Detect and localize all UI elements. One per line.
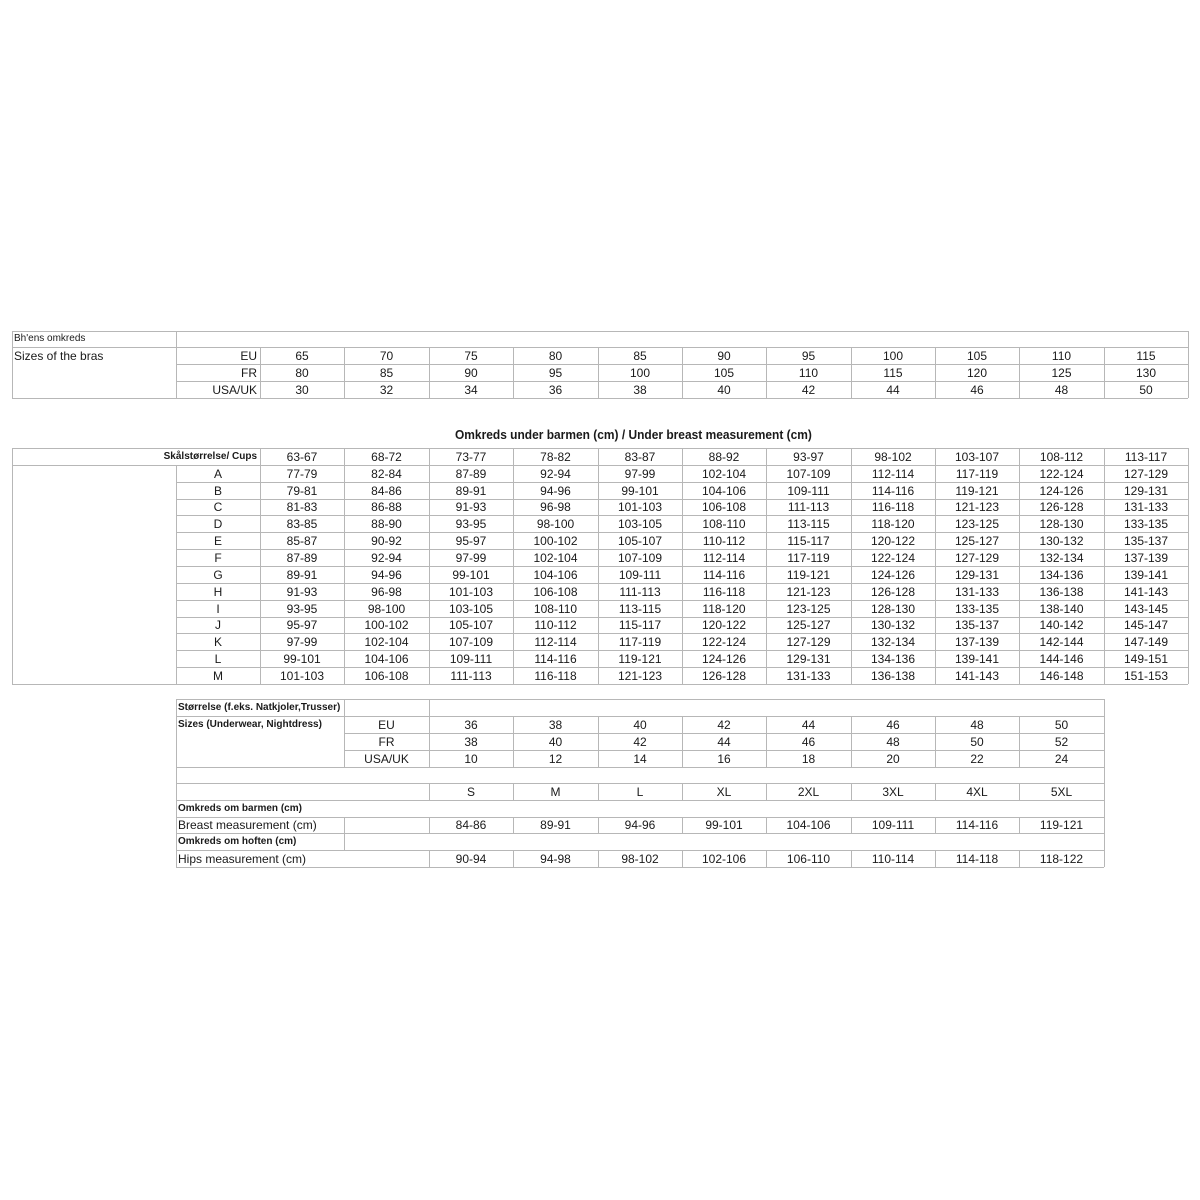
band-range-header: 98-102: [874, 449, 912, 464]
table-cell: 48: [970, 717, 984, 732]
table-cell: 137-139: [954, 634, 1000, 649]
table-cell: 130: [1135, 365, 1157, 380]
breast-heading: Omkreds om barmen (cm): [178, 802, 302, 814]
letter-size-cell: XL: [716, 784, 732, 799]
cup-table-border: [12, 448, 13, 684]
table-cell: 44: [717, 734, 731, 749]
table-cell: 98-100: [536, 516, 575, 531]
underwear-table-line: [176, 767, 1104, 768]
table-cell: 126-128: [701, 668, 747, 683]
table-cell: 129-131: [786, 651, 831, 666]
table-cell: 131-133: [786, 668, 831, 683]
table-cell: 85-87: [286, 533, 318, 548]
table-cell: 103-105: [448, 601, 494, 616]
table-cell: 124-126: [1039, 483, 1084, 498]
table-cell: 38: [633, 382, 647, 397]
table-cell: 141-143: [1123, 584, 1169, 599]
table-cell: 109-111: [871, 818, 915, 832]
table-cell: 102-104: [701, 466, 747, 481]
table-cell: 110: [798, 365, 819, 380]
cup-table-border: [1188, 448, 1189, 684]
table-cell: 114-116: [955, 818, 999, 832]
cup-label: E: [213, 533, 222, 548]
table-cell: 129-131: [1123, 483, 1169, 498]
table-cell: 18: [801, 751, 816, 766]
table-cell: 118-120: [702, 601, 746, 616]
table-cell: 106-110: [786, 851, 831, 866]
table-cell: 95-97: [455, 533, 487, 548]
table-cell: 130-132: [1039, 533, 1084, 548]
band-range-header: 88-92: [708, 449, 740, 464]
table-cell: 135-137: [1123, 533, 1169, 548]
cup-label: K: [213, 634, 222, 649]
table-cell: 116-118: [534, 668, 577, 683]
table-cell: 120: [966, 365, 988, 380]
table-cell: 133-135: [954, 601, 1000, 616]
bra-table-border: [1188, 347, 1189, 398]
table-cell: 149-151: [1123, 651, 1169, 666]
table-cell: 44: [886, 382, 900, 397]
band-range-header: 113-117: [1124, 449, 1168, 464]
size-system-label: EU: [378, 717, 395, 732]
table-cell: 24: [1054, 751, 1069, 766]
table-cell: 132-134: [870, 634, 916, 649]
table-cell: 95: [548, 365, 563, 380]
table-cell: 127-129: [786, 634, 831, 649]
cup-label: D: [213, 516, 223, 531]
cup-label: L: [214, 651, 222, 666]
table-cell: 50: [970, 734, 984, 749]
table-cell: 40: [717, 382, 731, 397]
cup-label: M: [213, 668, 223, 683]
table-cell: 118-120: [871, 516, 915, 531]
table-cell: 90: [464, 365, 478, 380]
table-cell: 131-133: [1123, 500, 1169, 514]
table-cell: 125-127: [954, 533, 1000, 548]
cup-label: H: [213, 584, 223, 599]
table-cell: 115: [1136, 348, 1156, 363]
table-cell: 146-148: [1039, 668, 1084, 683]
table-cell: 126-128: [870, 584, 916, 599]
size-system-label: USA/UK: [364, 751, 409, 766]
table-cell: 117-119: [955, 466, 999, 481]
table-cell: 97-99: [286, 634, 318, 649]
table-cell: 145-147: [1123, 618, 1169, 632]
bra-table-border: [12, 331, 1188, 332]
table-cell: 110: [1051, 348, 1072, 363]
breast-measurement-label: Breast measurement (cm): [178, 818, 317, 832]
table-cell: 40: [548, 734, 563, 749]
underwear-table-line: [344, 833, 345, 850]
table-cell: 50: [1139, 382, 1153, 397]
table-cell: 88-90: [371, 516, 402, 531]
table-cell: 124-126: [701, 651, 747, 666]
table-cell: 121-123: [786, 584, 831, 599]
size-system-label: FR: [241, 365, 257, 380]
table-cell: 50: [1054, 717, 1069, 732]
table-cell: 105: [966, 348, 988, 363]
table-cell: 101-103: [448, 584, 494, 599]
table-cell: 87-89: [455, 466, 487, 481]
underwear-label-english: Sizes (Underwear, Nightdress): [178, 718, 322, 730]
table-cell: 104-106: [533, 567, 578, 582]
underwear-label-danish: Størrelse (f.eks. Natkjoler,Trusser): [178, 701, 341, 713]
table-cell: 114-118: [955, 851, 999, 866]
hips-measurement-label: Hips measurement (cm): [178, 851, 307, 866]
table-cell: 116-118: [702, 584, 746, 599]
table-cell: 117-119: [787, 550, 830, 565]
table-cell: 105-107: [617, 533, 663, 548]
table-cell: 138-140: [1039, 601, 1084, 616]
table-cell: 99-101: [621, 483, 659, 498]
table-cell: 110-112: [702, 533, 746, 548]
table-cell: 22: [970, 751, 984, 766]
table-cell: 85: [633, 348, 647, 363]
cup-table-border: [12, 684, 1188, 685]
table-cell: 115-117: [787, 533, 830, 548]
table-cell: 46: [801, 734, 816, 749]
bra-table-border: [12, 398, 1188, 399]
letter-size-cell: 4XL: [966, 784, 988, 799]
table-cell: 10: [464, 751, 478, 766]
table-cell: 97-99: [624, 466, 656, 481]
table-cell: 119-121: [1039, 818, 1084, 832]
table-cell: 120-122: [701, 618, 747, 632]
table-cell: 131-133: [954, 584, 1000, 599]
table-cell: 95: [801, 348, 816, 363]
table-cell: 93-95: [286, 601, 318, 616]
table-cell: 100: [882, 348, 904, 363]
table-cell: 79-81: [286, 483, 318, 498]
table-cell: 104-106: [364, 651, 409, 666]
table-cell: 120-122: [870, 533, 916, 548]
table-cell: 38: [548, 717, 563, 732]
table-cell: 30: [295, 382, 309, 397]
band-range-header: 68-72: [371, 449, 402, 464]
table-cell: 36: [464, 717, 478, 732]
table-cell: 48: [1054, 382, 1069, 397]
table-cell: 36: [548, 382, 563, 397]
table-cell: 110-114: [871, 851, 915, 866]
table-cell: 109-111: [787, 483, 830, 498]
table-cell: 80: [295, 365, 309, 380]
table-cell: 139-141: [1123, 567, 1169, 582]
letter-size-cell: 2XL: [797, 784, 820, 799]
table-cell: 136-138: [1039, 584, 1084, 599]
letter-size-cell: 3XL: [882, 784, 904, 799]
table-cell: 44: [801, 717, 816, 732]
table-cell: 132-134: [1039, 550, 1084, 565]
table-cell: 107-109: [617, 550, 663, 565]
size-system-label: USA/UK: [212, 382, 257, 397]
table-cell: 84-86: [371, 483, 402, 498]
cup-label: J: [215, 618, 221, 632]
table-cell: 128-130: [870, 601, 916, 616]
table-cell: 122-124: [870, 550, 916, 565]
table-cell: 93-95: [455, 516, 487, 531]
table-cell: 135-137: [954, 618, 1000, 632]
table-cell: 107-109: [448, 634, 494, 649]
table-cell: 114-116: [871, 483, 915, 498]
letter-size-cell: L: [636, 784, 644, 799]
table-cell: 97-99: [455, 550, 487, 565]
table-cell: 96-98: [540, 500, 571, 514]
table-cell: 94-96: [371, 567, 402, 582]
band-range-header: 83-87: [624, 449, 656, 464]
table-cell: 100-102: [533, 533, 578, 548]
table-cell: 126-128: [1039, 500, 1084, 514]
table-cell: 119-121: [786, 567, 831, 582]
letter-size-cell: M: [550, 784, 561, 799]
table-cell: 84-86: [455, 818, 487, 832]
table-cell: 42: [717, 717, 731, 732]
table-cell: 105: [713, 365, 735, 380]
table-cell: 130-132: [870, 618, 916, 632]
table-cell: 42: [633, 734, 647, 749]
table-cell: 14: [633, 751, 647, 766]
table-cell: 105-107: [448, 618, 494, 632]
table-cell: 127-129: [1123, 466, 1169, 481]
table-cell: 119-121: [955, 483, 999, 498]
table-cell: 16: [717, 751, 731, 766]
table-cell: 99-101: [705, 818, 743, 832]
table-cell: 89-91: [286, 567, 318, 582]
table-cell: 32: [379, 382, 394, 397]
table-cell: 20: [886, 751, 900, 766]
table-cell: 140-142: [1039, 618, 1084, 632]
cup-size-header: Skålstørrelse/ Cups: [163, 450, 257, 462]
table-cell: 94-96: [540, 483, 571, 498]
table-cell: 114-116: [702, 567, 746, 582]
table-cell: 107-109: [786, 466, 831, 481]
table-cell: 90: [717, 348, 731, 363]
band-range-header: 108-112: [1039, 449, 1084, 464]
table-cell: 101-103: [617, 500, 663, 514]
letter-size-cell: 5XL: [1050, 784, 1073, 799]
table-cell: 104-106: [786, 818, 831, 832]
table-cell: 92-94: [371, 550, 402, 565]
table-cell: 121-123: [617, 668, 663, 683]
table-cell: 102-104: [533, 550, 578, 565]
table-cell: 134-136: [1039, 567, 1084, 582]
hips-heading: Omkreds om hoften (cm): [178, 835, 297, 847]
cup-label: G: [213, 567, 223, 582]
underwear-table-border: [176, 867, 1104, 868]
underwear-table-line: [344, 699, 345, 716]
table-cell: 87-89: [286, 550, 318, 565]
table-cell: 127-129: [954, 550, 1000, 565]
table-cell: 142-144: [1039, 634, 1084, 649]
band-range-header: 93-97: [793, 449, 824, 464]
bra-table-header: Bh'ens omkreds: [14, 333, 86, 344]
cup-label: B: [213, 483, 222, 498]
table-cell: 91-93: [286, 584, 318, 599]
table-cell: 40: [633, 717, 647, 732]
table-cell: 42: [801, 382, 816, 397]
table-cell: 38: [464, 734, 478, 749]
table-cell: 110-112: [534, 618, 577, 632]
table-cell: 94-98: [540, 851, 571, 866]
size-system-label: EU: [240, 348, 257, 363]
table-cell: 123-125: [786, 601, 831, 616]
table-cell: 102-106: [701, 851, 747, 866]
table-cell: 81-83: [286, 500, 318, 514]
band-range-header: 63-67: [286, 449, 318, 464]
table-cell: 128-130: [1039, 516, 1084, 531]
table-cell: 111-113: [450, 668, 492, 683]
table-cell: 46: [886, 717, 900, 732]
table-cell: 136-138: [870, 668, 916, 683]
table-cell: 80: [548, 348, 563, 363]
table-cell: 103-105: [617, 516, 663, 531]
table-cell: 12: [548, 751, 563, 766]
bra-table-border: [1188, 331, 1189, 347]
table-cell: 133-135: [1123, 516, 1169, 531]
table-cell: 65: [295, 348, 309, 363]
table-cell: 112-114: [702, 550, 746, 565]
table-cell: 123-125: [954, 516, 1000, 531]
band-range-header: 103-107: [954, 449, 1000, 464]
band-range-header: 73-77: [455, 449, 487, 464]
table-cell: 83-85: [286, 516, 318, 531]
table-cell: 147-149: [1123, 634, 1169, 649]
table-cell: 141-143: [954, 668, 1000, 683]
table-cell: 82-84: [371, 466, 402, 481]
table-cell: 111-113: [787, 500, 830, 514]
table-cell: 124-126: [870, 567, 916, 582]
table-cell: 115-117: [618, 618, 662, 632]
table-cell: 116-118: [871, 500, 915, 514]
table-cell: 98-102: [621, 851, 659, 866]
table-cell: 90-94: [455, 851, 487, 866]
table-cell: 143-145: [1123, 601, 1169, 616]
cup-label: I: [216, 601, 220, 616]
table-cell: 94-96: [624, 818, 656, 832]
table-cell: 48: [886, 734, 900, 749]
table-cell: 119-121: [618, 651, 662, 666]
table-cell: 118-122: [1039, 851, 1084, 866]
table-cell: 111-113: [619, 584, 661, 599]
table-cell: 137-139: [1123, 550, 1169, 565]
table-cell: 115: [883, 365, 903, 380]
table-cell: 46: [970, 382, 984, 397]
table-cell: 52: [1054, 734, 1069, 749]
underwear-table-border: [1104, 699, 1105, 867]
table-cell: 85: [379, 365, 394, 380]
table-cell: 125: [1051, 365, 1072, 380]
table-cell: 125-127: [786, 618, 831, 632]
table-cell: 108-110: [702, 516, 746, 531]
table-cell: 113-115: [618, 601, 662, 616]
table-cell: 89-91: [540, 818, 571, 832]
table-cell: 114-116: [534, 651, 577, 666]
table-cell: 75: [464, 348, 478, 363]
table-cell: 122-124: [701, 634, 747, 649]
table-cell: 92-94: [540, 466, 571, 481]
table-cell: 77-79: [286, 466, 318, 481]
table-cell: 101-103: [279, 668, 325, 683]
table-cell: 100-102: [364, 618, 409, 632]
table-cell: 108-110: [533, 601, 578, 616]
table-cell: 117-119: [618, 634, 662, 649]
table-cell: 98-100: [367, 601, 406, 616]
table-cell: 89-91: [455, 483, 487, 498]
table-cell: 99-101: [452, 567, 490, 582]
table-cell: 99-101: [283, 651, 321, 666]
table-cell: 100: [629, 365, 651, 380]
table-cell: 106-108: [701, 500, 747, 514]
table-cell: 34: [464, 382, 478, 397]
table-cell: 109-111: [618, 567, 662, 582]
cup-label: A: [213, 466, 222, 481]
table-cell: 106-108: [533, 584, 578, 599]
cup-label: F: [214, 550, 222, 565]
band-range-header: 78-82: [540, 449, 571, 464]
under-breast-title: Omkreds under barmen (cm) / Under breast measurement (cm): [455, 427, 812, 442]
table-cell: 91-93: [455, 500, 487, 514]
table-cell: 144-146: [1039, 651, 1084, 666]
table-cell: 134-136: [870, 651, 916, 666]
table-cell: 112-114: [871, 466, 915, 481]
table-cell: 121-123: [954, 500, 1000, 514]
table-cell: 129-131: [954, 567, 1000, 582]
table-cell: 151-153: [1123, 668, 1169, 683]
table-cell: 86-88: [371, 500, 402, 514]
table-cell: 70: [379, 348, 394, 363]
table-cell: 104-106: [701, 483, 747, 498]
table-cell: 109-111: [449, 651, 493, 666]
bra-table-label: Sizes of the bras: [14, 348, 104, 363]
table-cell: 122-124: [1039, 466, 1084, 481]
size-system-label: FR: [378, 734, 395, 749]
table-cell: 96-98: [371, 584, 402, 599]
table-cell: 95-97: [286, 618, 318, 632]
table-cell: 113-115: [787, 516, 830, 531]
table-cell: 112-114: [534, 634, 577, 649]
table-cell: 90-92: [371, 533, 402, 548]
letter-size-cell: S: [466, 784, 475, 799]
cup-label: C: [213, 500, 223, 514]
table-cell: 102-104: [364, 634, 409, 649]
table-cell: 139-141: [954, 651, 1000, 666]
table-cell: 106-108: [364, 668, 409, 683]
